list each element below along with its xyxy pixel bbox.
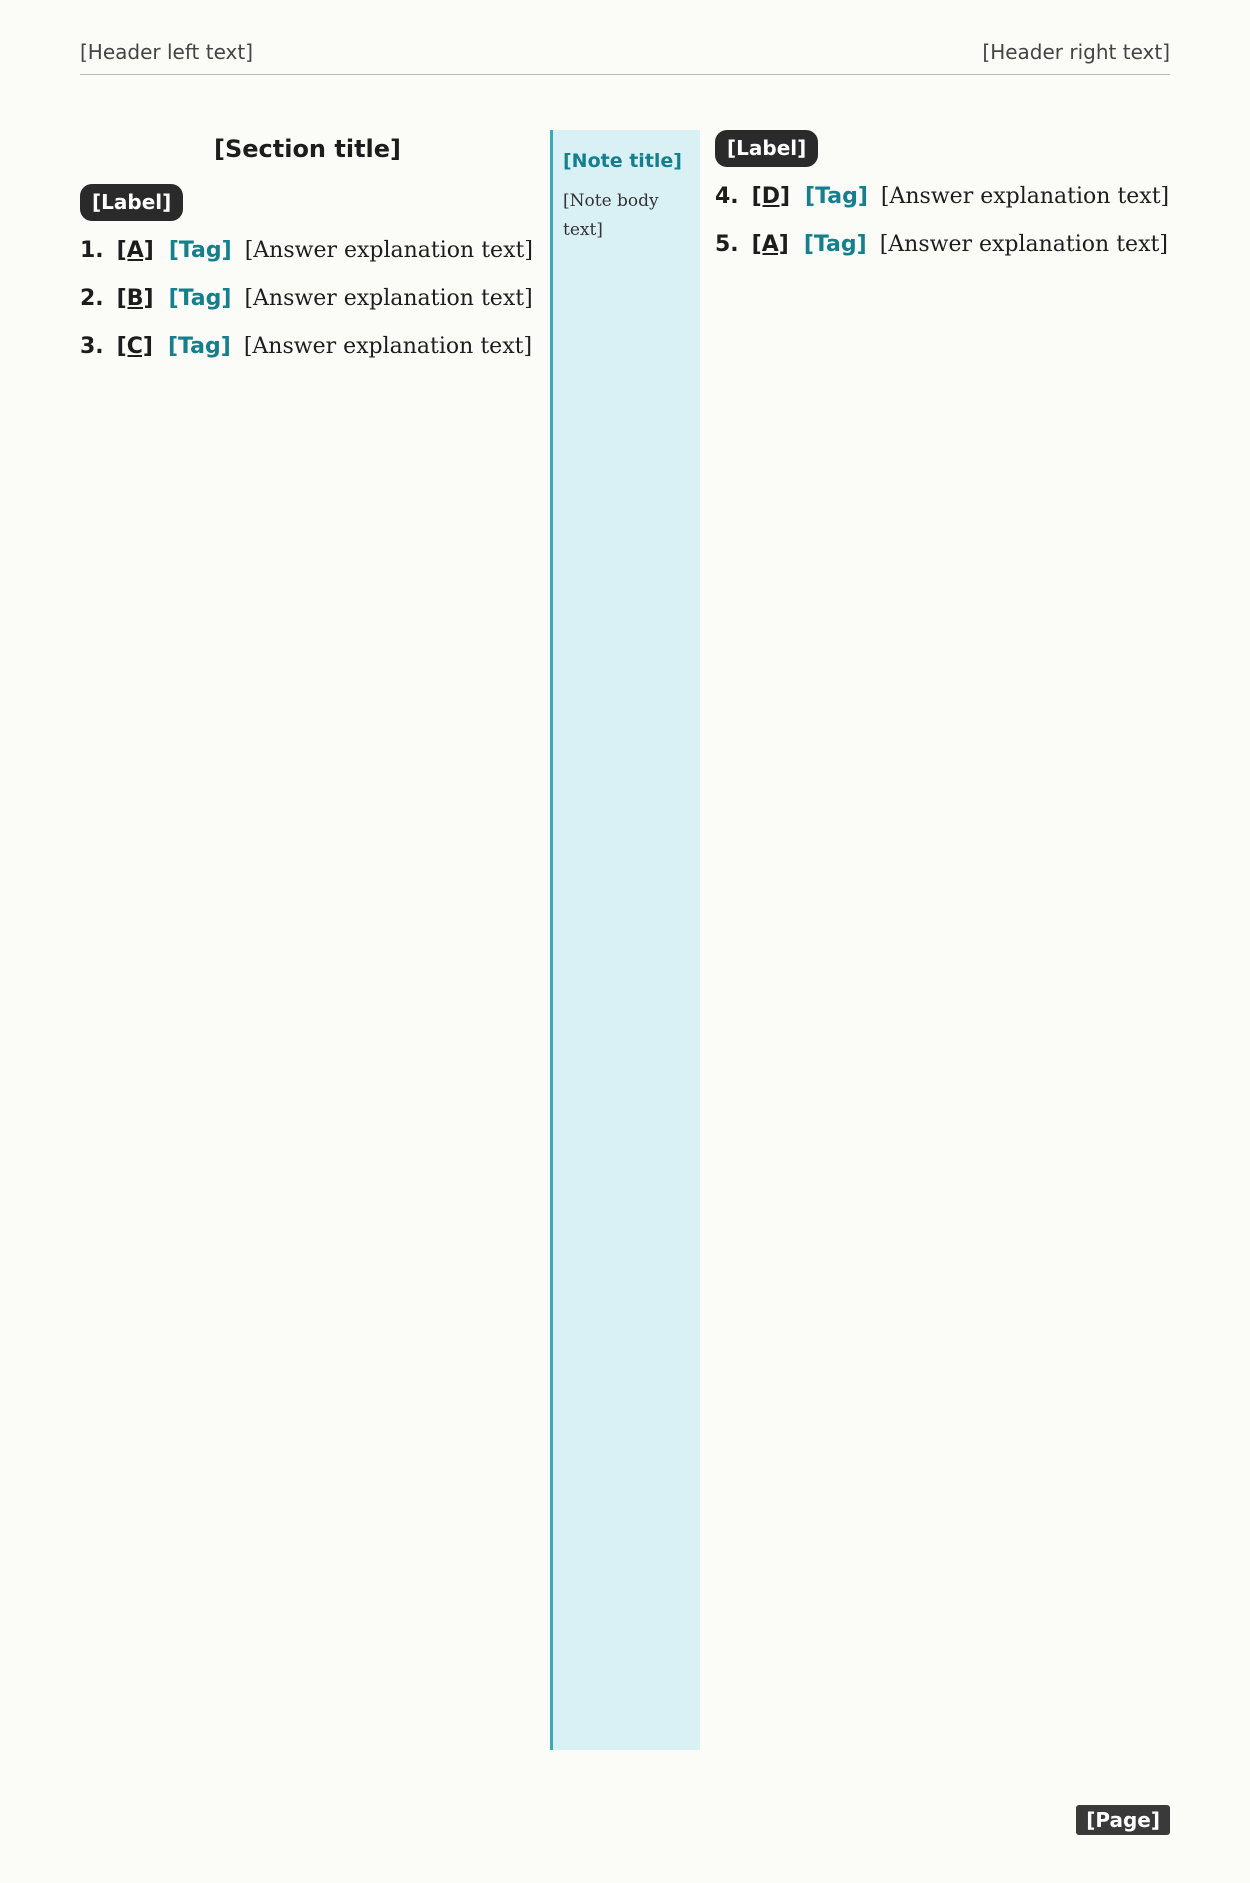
answer-tag: [Tag]	[805, 184, 868, 209]
section-label: [Label]	[80, 184, 183, 221]
page-header	[80, 40, 1170, 75]
answer-tag: [Tag]	[168, 285, 232, 311]
side-note	[550, 130, 700, 1750]
answer-number: 2.	[80, 285, 104, 311]
answer-list	[80, 233, 535, 366]
answer-text: [Answer explanation text]	[244, 285, 533, 311]
answer-key: [D]	[751, 184, 791, 209]
answer-key: [C]	[116, 334, 153, 360]
answer-key: [A]	[751, 232, 789, 258]
answer-tag: [Tag]	[168, 237, 232, 263]
page-number: [Page]	[1076, 1805, 1170, 1835]
left-column	[80, 130, 535, 1750]
header-right-text: [Header right text]	[982, 40, 1170, 64]
answer-tag: [Tag]	[167, 334, 231, 360]
answer-item	[80, 281, 535, 317]
answer-number: 3.	[80, 334, 104, 360]
answer-item	[715, 227, 1170, 263]
answer-text: [Answer explanation text]	[880, 184, 1170, 209]
answer-item	[715, 179, 1170, 215]
answer-number: 1.	[80, 237, 104, 263]
note-body: [Note body text]	[563, 191, 659, 241]
answer-text: [Answer explanation text]	[243, 334, 533, 360]
answer-item	[80, 329, 535, 365]
header-left-text: [Header left text]	[80, 40, 254, 64]
answer-text: [Answer explanation text]	[244, 237, 533, 263]
answer-tag: [Tag]	[803, 232, 867, 258]
answer-list	[715, 179, 1170, 264]
page-content	[80, 130, 1170, 1750]
answer-text: [Answer explanation text]	[879, 232, 1168, 258]
answer-key: [B]	[116, 285, 154, 311]
note-title: [Note title]	[563, 150, 682, 172]
answer-key: [A]	[116, 237, 154, 263]
answer-number: 5.	[715, 232, 739, 258]
answer-item	[80, 233, 535, 269]
section-label: [Label]	[715, 130, 818, 167]
answer-number: 4.	[715, 184, 739, 209]
right-column	[715, 130, 1170, 1750]
section-title: [Section title]	[213, 135, 402, 163]
